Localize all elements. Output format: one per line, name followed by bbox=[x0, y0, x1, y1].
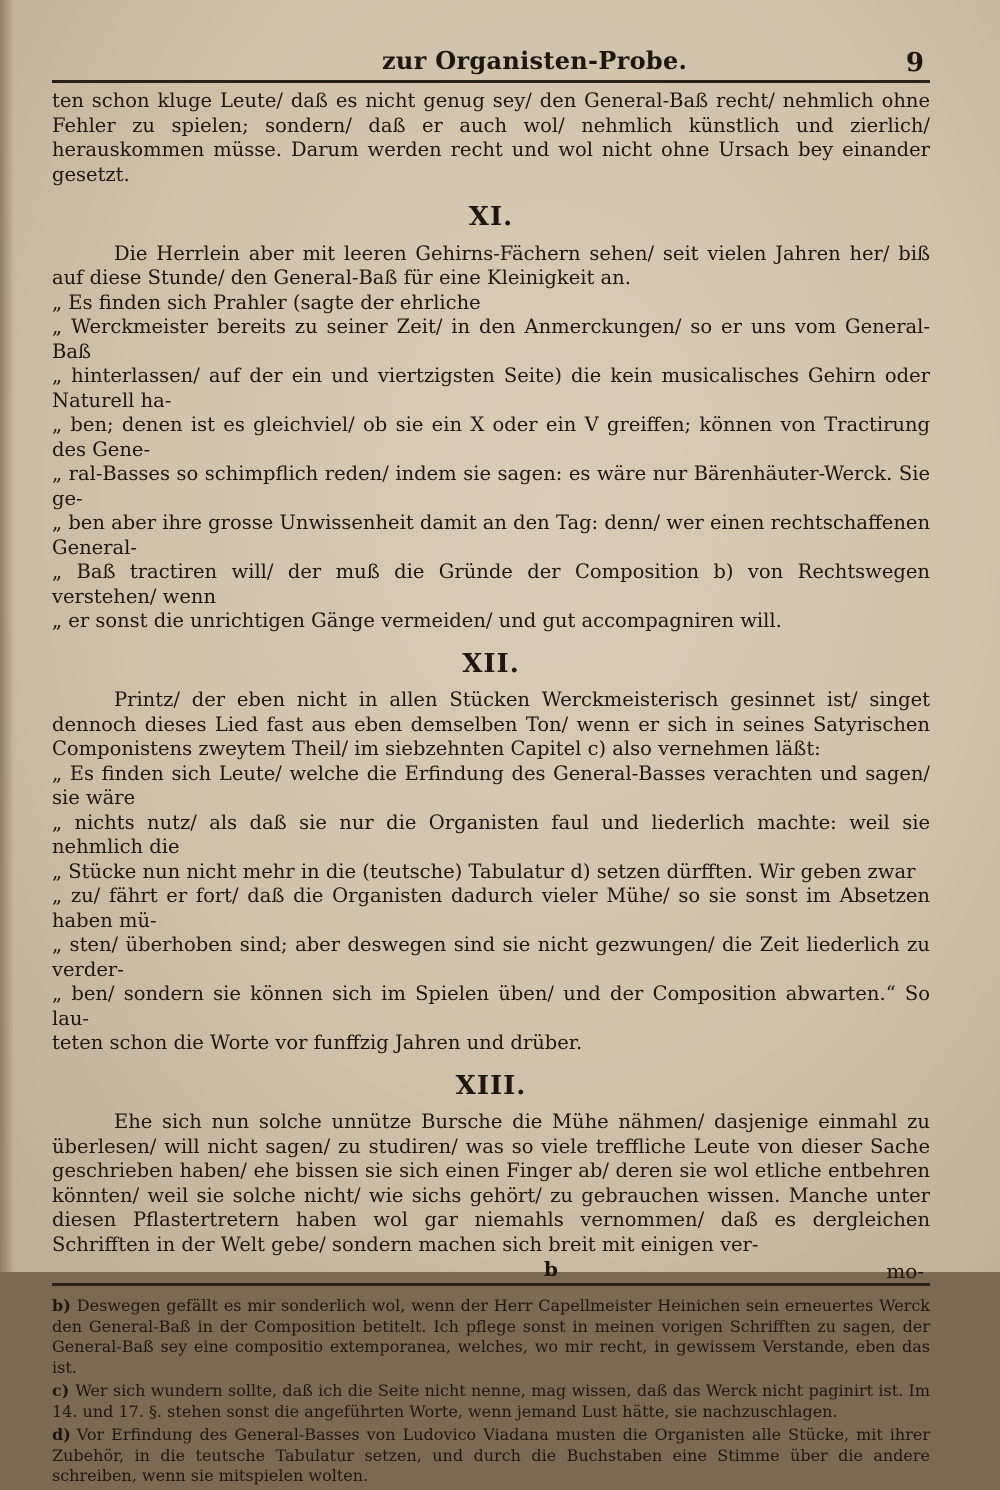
quote-line: „ ben; denen ist es gleichviel/ ob sie ein X oder ein V greiffen; können von Tractirung des Gene- bbox=[52, 413, 930, 461]
footnotes bbox=[52, 1296, 930, 1487]
quote-line: „ er sonst die unrichtigen Gänge vermeiden/ und gut accompagniren will. bbox=[52, 609, 782, 632]
quote-line: „ Es finden sich Prahler (sagte der ehrliche bbox=[52, 290, 481, 314]
intro-paragraph: ten schon kluge Leute/ daß es nicht genug sey/ den General-Baß recht/ nehmlich ohne Fehler zu spielen; sondern/ daß er auch wol/ nehmlich künstlich und zierlich/ herauskommen müsse. Darum werden recht und wol nicht ohne Ursach bey einander gesetzt. bbox=[52, 89, 930, 186]
page-content bbox=[52, 40, 930, 1490]
quote-line: „ ral-Basses so schimpflich reden/ indem sie sagen: es wäre nur Bärenhäuter-Werck. Sie ge- bbox=[52, 462, 930, 510]
quote-line: „ Werckmeister bereits zu seiner Zeit/ in den Anmerckungen/ so er uns vom General-Baß bbox=[52, 315, 930, 363]
quote-line: „ Stücke nun nicht mehr in die (teutsche) Tabulatur d) setzen dürfften. Wir geben zwar bbox=[52, 859, 916, 883]
quote-line: „ nichts nutz/ als daß sie nur die Organisten faul und liederlich machte: weil sie nehmlich die bbox=[52, 810, 930, 858]
section-xii-tail: teten schon die Worte vor funffzig Jahren und drüber. bbox=[52, 1031, 583, 1054]
footnote-text: Vor Erfindung des General-Basses von Ludovico Viadana musten die Organisten alle Stücke, mit ihrer Zubehör, in die teutsche Tabulatur setzen, und durch die Buchstaben eine Stimme über die andere schreiben, wenn sie mitspielen wolten. bbox=[52, 1425, 930, 1485]
footnote-key: d) bbox=[52, 1425, 71, 1444]
quote-line: „ hinterlassen/ auf der ein und viertzigsten Seite) die kein musicalisches Gehirn oder Naturell ha- bbox=[52, 364, 930, 412]
catchword: mo- bbox=[886, 1259, 924, 1283]
quote-line: „ ben/ sondern sie können sich im Spielen üben/ und der Composition abwarten.“ So lau- bbox=[52, 982, 930, 1030]
quote-line: „ sten/ überhoben sind; aber deswegen sind sie nicht gezwungen/ die Zeit liederlich zu verder- bbox=[52, 933, 930, 981]
footnote-key: c) bbox=[52, 1381, 70, 1400]
page-edge-shadow bbox=[0, 0, 14, 1272]
header-rule bbox=[52, 80, 930, 83]
section-xi-quote bbox=[52, 291, 930, 634]
quote-line: „ ben aber ihre grosse Unwissenheit damit an den Tag: denn/ wer einen rechtschaffenen General- bbox=[52, 511, 930, 559]
page-number: 9 bbox=[905, 48, 924, 78]
section-heading-xii: XII. bbox=[462, 648, 520, 679]
page-header bbox=[52, 40, 930, 78]
quote-line: „ Baß tractiren will/ der muß die Gründe der Composition b) von Rechtswegen verstehen/ wenn bbox=[52, 560, 930, 608]
footnote-text: Deswegen gefällt es mir sonderlich wol, wenn der Herr Capellmeister Heinichen sein erneuertes Werck den General-Baß in der Composition betitelt. Ich pflege sonst in meinen vorigen Schrifften zu sagen, der General-Baß sey eine compositio extemporanea, welches, wo mir recht, in gewissem Verstande, eben das ist. bbox=[52, 1296, 930, 1377]
footnote-key: b) bbox=[52, 1296, 71, 1315]
section-xi-paragraph: Die Herrlein aber mit leeren Gehirns-Fächern sehen/ seit vielen Jahren her/ biß auf diese Stunde/ den General-Baß für eine Kleinigkeit an. bbox=[52, 241, 930, 289]
section-heading-xi: XI. bbox=[468, 202, 514, 232]
main-text bbox=[52, 89, 930, 1257]
running-title: zur Organisten-Probe. bbox=[382, 46, 688, 75]
section-xii-paragraph: Printz/ der eben nicht in allen Stücken Werckmeisterisch gesinnet ist/ singet dennoch dieses Lied fast aus eben demselben Ton/ wenn er sich in seines Satyrischen Componistens zweytem Theil/ im siebzehnten Capitel c) also vernehmen läßt: bbox=[52, 688, 930, 760]
signature-row bbox=[52, 1257, 930, 1283]
footnote bbox=[52, 1296, 930, 1378]
quote-line: „ Es finden sich Leute/ welche die Erfindung des General-Basses verachten und sagen/ sie wäre bbox=[52, 761, 930, 809]
footnote bbox=[52, 1425, 930, 1487]
signature-mark: b bbox=[544, 1257, 558, 1281]
quote-line: „ zu/ fährt er fort/ daß die Organisten dadurch vieler Mühe/ so sie sonst im Absetzen haben mü- bbox=[52, 884, 930, 932]
section-xiii-paragraph: Ehe sich nun solche unnütze Bursche die Mühe nähmen/ dasjenige einmahl zu überlesen/ will nicht sagen/ zu studiren/ was so viele treffliche Leute von dieser Sache geschrieben haben/ ehe bissen sie sich einen Finger ab/ deren sie wol etliche entbehren könnten/ weil sie solche nicht/ wie sichs gehört/ zu gebrauchen wissen. Manche unter diesen Pflastertretern haben wol gar niemahls vernommen/ daß es dergleichen Schrifften in der Welt gebe/ sondern machen sich breit mit einigen ver- bbox=[52, 1110, 930, 1256]
footnote-text: Wer sich wundern sollte, daß ich die Seite nicht nenne, mag wissen, daß das Werck nicht paginirt ist. Im 14. und 17. §. stehen sonst die angeführten Worte, wenn jemand Lust hätte, sie nachzuschlagen. bbox=[52, 1381, 930, 1421]
section-xii-quote bbox=[52, 762, 930, 1032]
footnote-rule bbox=[52, 1283, 930, 1286]
section-heading-xiii: XIII. bbox=[455, 1070, 527, 1101]
footnote bbox=[52, 1381, 930, 1422]
